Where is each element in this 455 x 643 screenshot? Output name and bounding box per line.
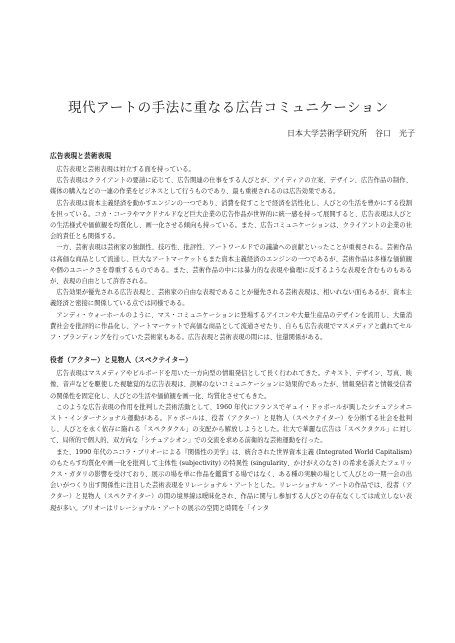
paragraph: 広告効果が優先される広告表現と、芸術家の自由な表現であることが優先される芸術表現は、相いれない面もあるが、資本主義経済と密接に関係している点では同様である。 <box>50 289 412 308</box>
author-line: 日本大学芸術学研究所 谷口 光子 <box>287 129 415 138</box>
paragraph: アンディ・ウォーホールのように、マス・コミュニケーションに登場するアイコンや大量生産品のデザインを流用し、大量消費社会を批評的に作品化し、アートマーケットで高価な商品として流通させたり、自らも広告表現でマスメディアと戯れてセルフ・ブランディングを行っていた芸術家もある。広告表現と芸術表現の間には、往還関係がある。 <box>50 311 412 342</box>
section-heading: 広告表現と芸術表現 <box>50 152 112 160</box>
document-body <box>50 150 412 514</box>
paragraph: 広告表現と芸術表現は対立する面を持っている。 <box>56 166 195 173</box>
paragraph: 一方、芸術表現は芸術家の独創性、技巧性、批評性、アートワールドでの議論への貢献といったことが重視される。芸術作品は高価な商品として流通し、巨大なアートマーケットもまた資本主義経済のエンジンの一つであるが、芸術作品は多様な価値観や個のユニークさを尊重するものである。また、芸術作品の中には暴力的な表現や倫理に反するような表現を含むものもあるが、表現の自由として許容される。 <box>50 244 412 286</box>
paragraph: このような広告表現の作用を批判した芸術活動として、1960 年代にフランスでギュイ・ドゥボールが興したシチュアシオニスト・インターナショナル運動がある。ドゥボールは、役者（アクター）と見物人（スペクテイター）を分断する社会を批判し、人びとを永く依存に陥れる「スペクタクル」の支配から解放しようとした。壮大で華麗な広告は「スペクタクル」に対して、局所的で個人的、双方向な「シチュアシオン」での交流を求める前衛的な芸術運動を行った。 <box>50 403 412 445</box>
paragraph: 広告表現は資本主義経済を動かすエンジンの一つであり、消費を促すことで経済を活性化し、人びとの生活を豊かにする役割を担っている。コカ・コーラやマクドナルドなど巨大企業の広告作品が世界的に統一感を持って展開すると、広告表現は人びとの生活様式や価値観を均質化し、画一化させる傾向も持っている。また、広告コミュニケーションは、クライアントの企業の社会的責任とも関係する。 <box>50 199 412 241</box>
paragraph: 広告表現はクライアントの要請に応じて、広告関連の仕事をする人びとが、アイディアの立案、デザイン、広告作品の制作、媒体の購入などの一連の作業をビジネスとして行うものであり、最も重視されるのは広告効果である。 <box>50 177 412 196</box>
paragraph: 広告表現はマスメディアやビルボードを用いた一方向型の情報発信として長く行われてきた。テキスト、デザイン、写真、映像、音声などを駆使した視聴覚的な広告表現は、誤解のないコミュニケーションに効果的であったが、情報発信者と情報受信者の関係性を固定化し、人びとの生活や価値観を画一化、均質化させてもきた。 <box>50 370 412 400</box>
section-heading: 役者（アクター）と見物人（スペクテイター） <box>50 356 192 365</box>
paragraph: また、1990 年代のニコラ・ブリオーによる『関係性の美学』は、統合された世界資本主義 (Integrated World Capitalism) のもたらす均質化や画一化を批判して主体性 (subjectivity) の特異性 (singularity、かけがえのなさ) の希求を訴えたフェリックス・ガタリの影響を受けており、展示の場を単に作品を鑑賞する場ではなく、ある種の実験の場として人びとの一期一会の出会いがつくり出す関係性に注目した芸術表現をリレーショナル・アートとした。リレーショナル・アートの作品では、役者（アクター）と見物人（スペクテイター）の間の境界線は曖昧化され、作品に関与し参加する人びとの存在なくしては成立しない表現が多い。ブリオーはリレーショナル・アートの展示の空間と時間を「インタ <box>50 448 412 512</box>
document-title: 現代アートの手法に重なる広告コミュニケーション <box>68 100 389 116</box>
